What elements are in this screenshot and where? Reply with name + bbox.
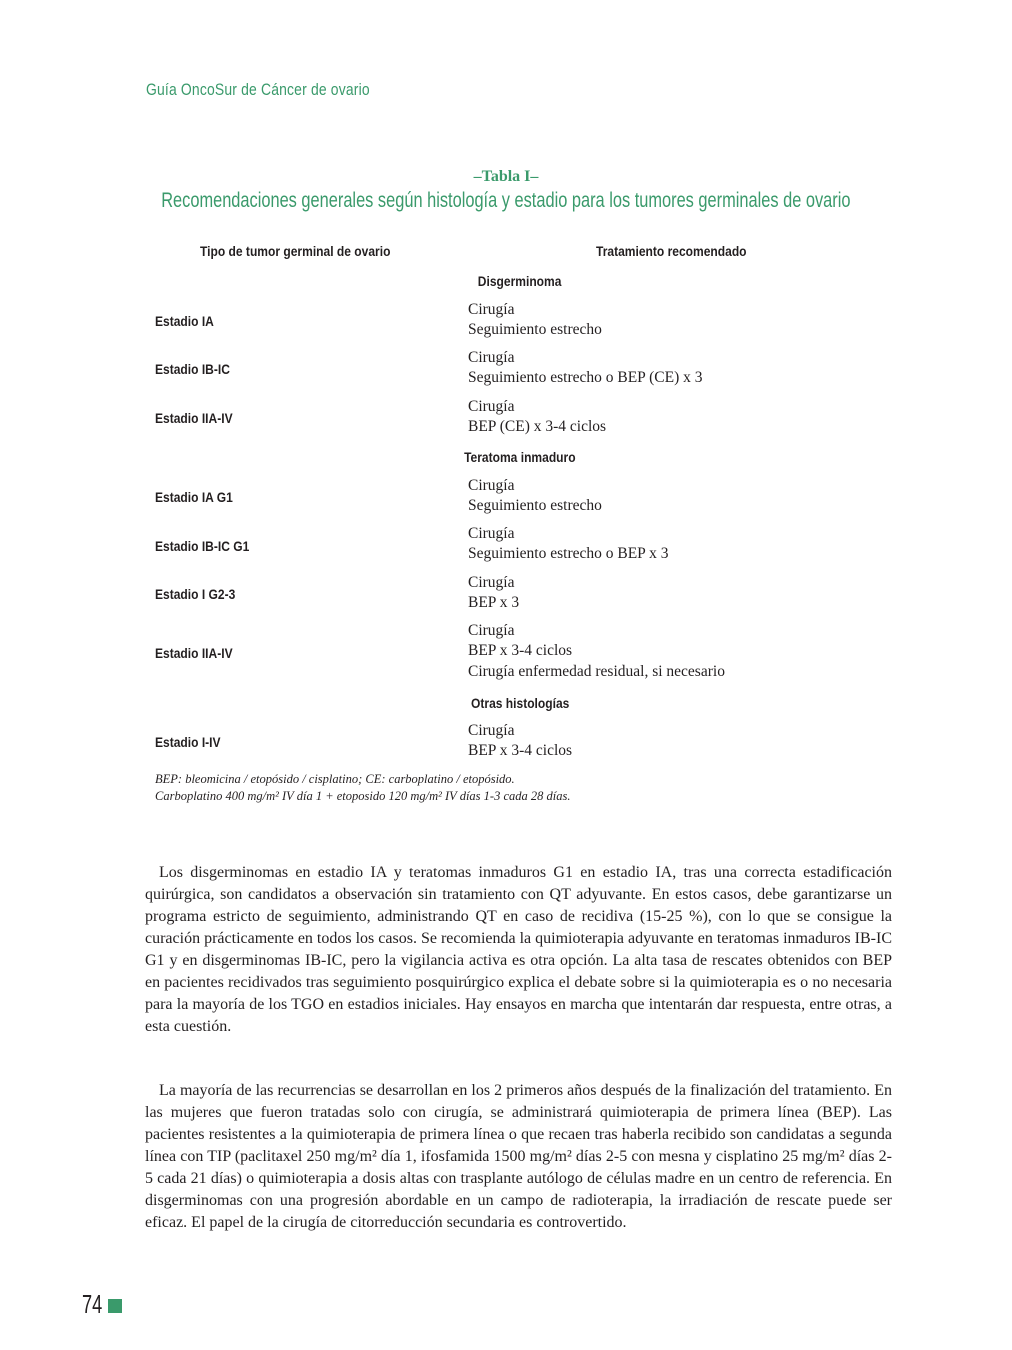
column-header-treatment-text: Tratamiento recomendado	[596, 243, 747, 259]
stage-label: Estadio IA G1	[155, 489, 233, 505]
treatment-line: Cirugía	[468, 398, 515, 415]
page-number: 74	[82, 1289, 103, 1319]
group-header-text: Otras histologías	[470, 695, 570, 711]
table-row-treatment	[468, 621, 725, 682]
column-header-tumor-type	[200, 243, 421, 259]
body-paragraph-2: La mayoría de las recurrencias se desarrollan en los 2 primeros años después de la finalización del tratamiento. En las mujeres que fueron tratadas solo con cirugía, se administrará quimioterapia de primera línea (BEP). Las pacientes resistentes a la quimioterapia de primera línea o que recaen tras haberla recibido son candidatas a segunda línea con TIP (paclitaxel 250 mg/m² día 1, ifosfamida 1500 mg/m² días 2-5 con mesna y cisplatino 25 mg/m² días 2-5 cada 21 días) o quimioterapia a dosis altas con trasplante autólogo de células madre en un centro de referencia. En disgerminomas con una progresión abordable en un campo de radioterapia, la irradiación de rescate puede ser eficaz. El papel de la cirugía de citorreducción secundaria es controvertido.	[145, 1082, 892, 1231]
treatment-line: Cirugía enfermedad residual, si necesario	[468, 662, 725, 680]
table-title-text: Recomendaciones generales según histología y estadio para los tumores germinales de ovario	[161, 189, 851, 212]
table-row-stage	[155, 410, 245, 426]
table-row-treatment	[468, 573, 519, 614]
table-row-treatment	[468, 348, 702, 389]
footnote-dosage: Carboplatino 400 mg/m² IV día 1 + etoposido 120 mg/m² IV días 1-3 cada 28 días.	[155, 789, 571, 803]
stage-label: Estadio I G2-3	[155, 586, 236, 602]
table-row-treatment	[468, 524, 668, 565]
treatment-line: BEP x 3-4 ciclos	[468, 742, 573, 760]
treatment-line: Seguimiento estrecho	[468, 497, 602, 515]
table-row-stage	[155, 734, 231, 750]
treatment-line: Cirugía	[468, 574, 515, 591]
running-header: Guía OncoSur de Cáncer de ovario	[146, 80, 370, 99]
stage-label: Estadio IIA-IV	[155, 410, 233, 426]
table-row-stage	[155, 489, 246, 505]
stage-label: Estadio IB-IC	[155, 361, 230, 377]
stage-label: Estadio IA	[155, 313, 214, 329]
body-paragraph-1: Los disgerminomas en estadio IA y teratomas inmaduros G1 en estadio IA, tras una correcta estadificación quirúrgica, son candidatos a observación sin tratamiento con QT adyuvante. En estos casos, debe garantizarse un programa estricto de seguimiento, administrando QT en caso de recidiva (15-25 %), con lo que se consigue la curación prácticamente en todos los casos. Se recomienda la quimioterapia adyuvante en teratomas inmaduros IB-IC G1 y en disgerminomas IB-IC, pero la vigilancia activa es otra opción. La alta tasa de rescates obtenidos con BEP en pacientes recidivados tras seguimiento posquirúrgico explica el debate sobre si la quimioterapia es o no necesaria para la mayoría de los TGO en estadios iniciales. Hay ensayos en marcha que intentarán dar respuesta, entre otras, a esta cuestión.	[145, 864, 892, 1035]
column-header-treatment	[596, 243, 771, 259]
group-header-otras-histologias	[0, 695, 1012, 711]
table-row-stage	[155, 313, 223, 329]
treatment-line: BEP (CE) x 3-4 ciclos	[468, 418, 607, 436]
group-header-disgerminoma	[0, 273, 1012, 289]
table-row-stage	[155, 645, 245, 661]
table-row-stage	[155, 361, 242, 377]
treatment-line: Cirugía	[468, 525, 515, 542]
table-number: –Tabla I–	[473, 168, 539, 185]
page-marker-square	[108, 1299, 122, 1313]
treatment-line: Cirugía	[468, 722, 515, 739]
table-row-treatment	[468, 397, 606, 438]
treatment-line: Seguimiento estrecho o BEP (CE) x 3	[468, 369, 703, 387]
table-row-treatment	[468, 721, 572, 762]
group-header-text: Teratoma inmaduro	[464, 449, 576, 465]
treatment-line: Cirugía	[468, 477, 515, 494]
treatment-line: BEP x 3-4 ciclos	[468, 642, 573, 660]
table-row-stage	[155, 538, 265, 554]
treatment-line: Cirugía	[468, 301, 515, 318]
stage-label: Estadio IB-IC G1	[155, 538, 250, 554]
treatment-line: Cirugía	[468, 349, 515, 366]
table-row-treatment	[468, 476, 602, 517]
treatment-line: Cirugía	[468, 622, 515, 639]
table-title	[0, 189, 1012, 213]
stage-label: Estadio IIA-IV	[155, 645, 233, 661]
column-header-tumor-type-text: Tipo de tumor germinal de ovario	[200, 243, 391, 259]
treatment-line: Seguimiento estrecho o BEP x 3	[468, 545, 669, 563]
footnote-abbreviations: BEP: bleomicina / etopósido / cisplatino; CE: carboplatino / etopósido.	[155, 772, 515, 786]
table-row-treatment	[468, 300, 602, 341]
stage-label: Estadio I-IV	[155, 734, 221, 750]
treatment-line: BEP x 3	[468, 594, 520, 612]
treatment-line: Seguimiento estrecho	[468, 321, 602, 339]
table-footnotes	[155, 771, 570, 805]
group-header-text: Disgerminoma	[478, 273, 562, 289]
group-header-teratoma-inmaduro	[0, 449, 1012, 465]
table-row-stage	[155, 586, 248, 602]
